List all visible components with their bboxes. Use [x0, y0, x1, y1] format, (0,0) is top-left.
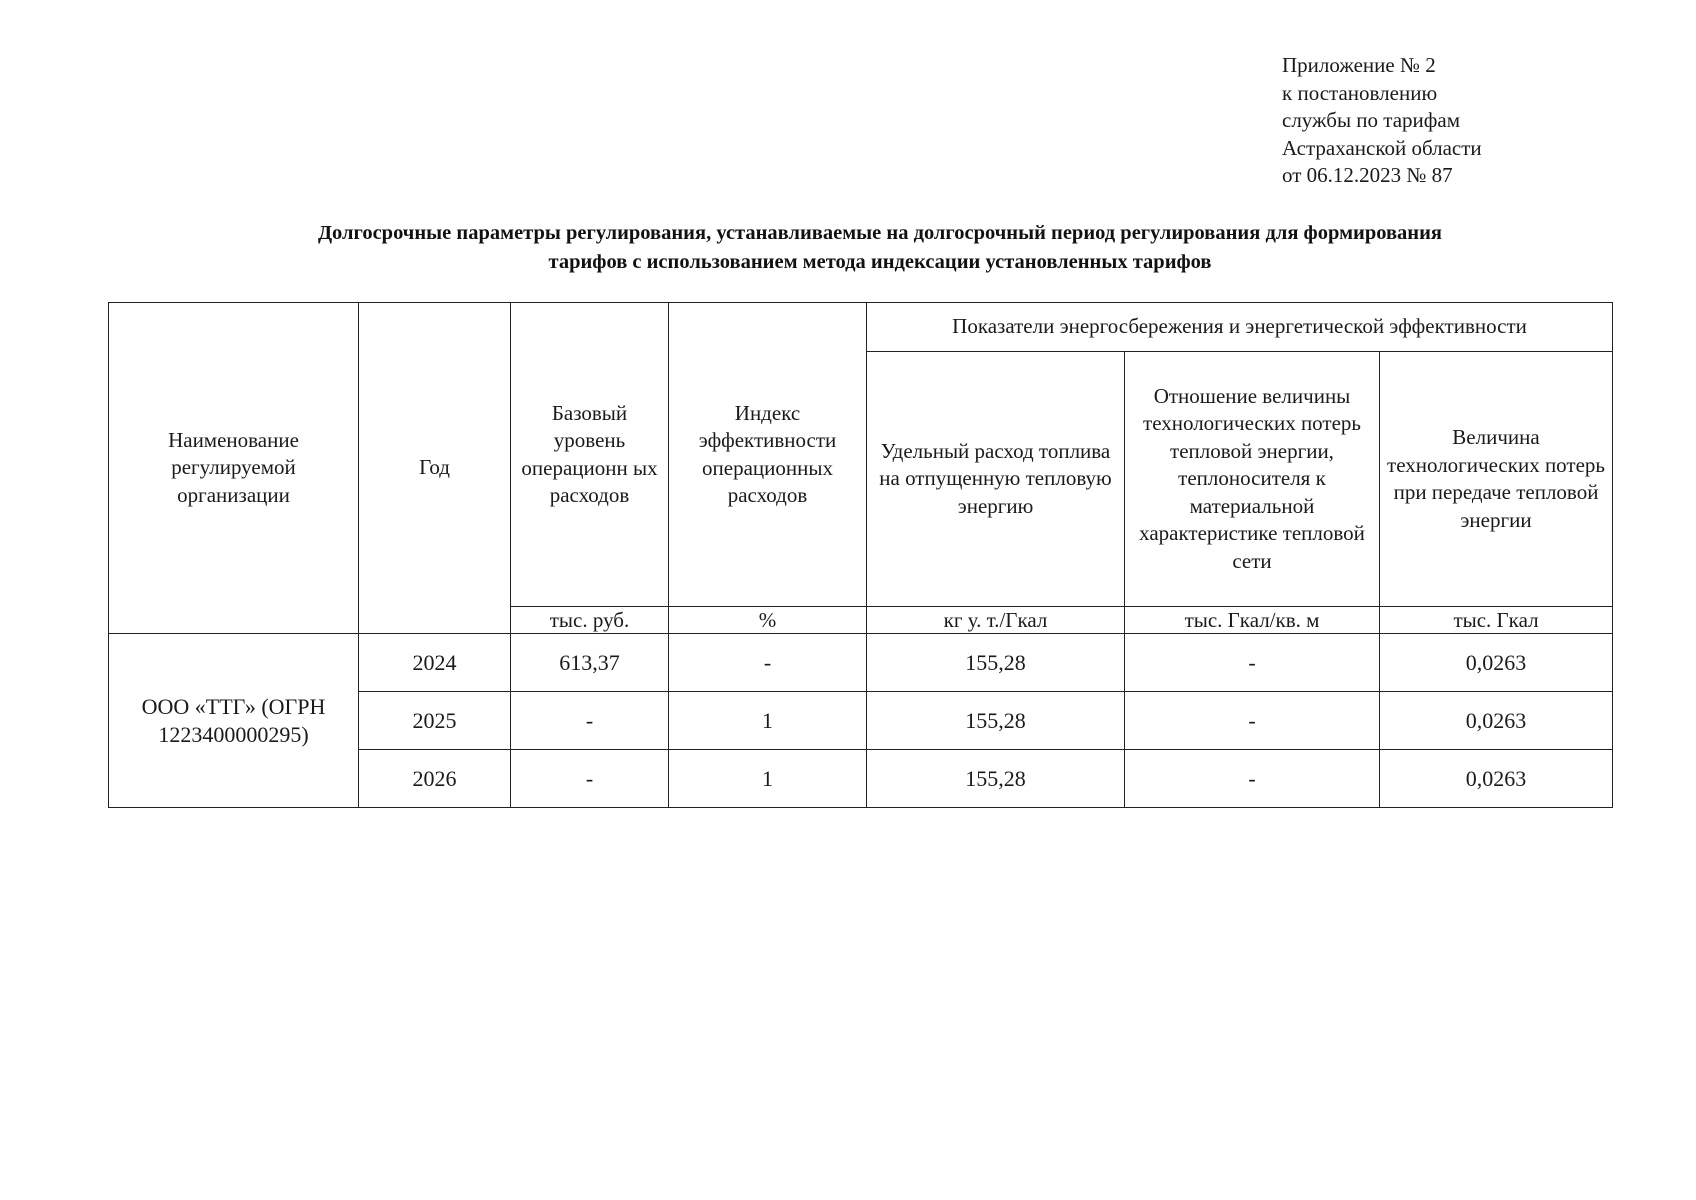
- header-row-group: [109, 303, 1613, 352]
- cell-fuel-rate: 155,28: [867, 634, 1125, 692]
- cell-year: 2026: [359, 750, 511, 808]
- cell-loss-ratio: -: [1125, 750, 1380, 808]
- unit-base-level: тыс. руб.: [511, 607, 669, 634]
- parameters-table: [108, 302, 1613, 808]
- unit-fuel-rate: кг у. т./Гкал: [867, 607, 1125, 634]
- cell-loss-value: 0,0263: [1380, 634, 1613, 692]
- header-org: Наименование регулируемой организации: [109, 303, 359, 634]
- header-efficiency-index: Индекс эффективности операционных расходов: [669, 303, 867, 607]
- appendix-line: к постановлению: [1282, 80, 1438, 105]
- unit-loss-ratio: тыс. Гкал/кв. м: [1125, 607, 1380, 634]
- header-base-level: Базовый уровень операционн ых расходов: [511, 303, 669, 607]
- document-title: [170, 219, 1590, 277]
- appendix-line: от 06.12.2023 № 87: [1282, 163, 1453, 187]
- cell-fuel-rate: 155,28: [867, 750, 1125, 808]
- unit-efficiency-index: %: [669, 607, 867, 634]
- cell-base-level: -: [511, 692, 669, 750]
- cell-loss-value: 0,0263: [1380, 692, 1613, 750]
- appendix-line: Приложение № 2: [1282, 53, 1436, 77]
- cell-loss-ratio: -: [1125, 634, 1380, 692]
- unit-loss-value: тыс. Гкал: [1380, 607, 1613, 634]
- document-title-line: Долгосрочные параметры регулирования, устанавливаемые на долгосрочный период регулирования для формирования: [317, 222, 1443, 244]
- cell-fuel-rate: 155,28: [867, 692, 1125, 750]
- appendix-line: службы по тарифам: [1282, 108, 1460, 132]
- header-fuel-rate: Удельный расход топлива на отпущенную тепловую энергию: [867, 352, 1125, 607]
- document-title-line: тарифов с использованием метода индексации установленных тарифов: [548, 251, 1212, 273]
- header-loss-value: Величина технологических потерь при передаче тепловой энергии: [1380, 352, 1613, 607]
- cell-loss-value: 0,0263: [1380, 750, 1613, 808]
- header-year: Год: [359, 303, 511, 634]
- table-row: [109, 634, 1613, 692]
- cell-base-level: -: [511, 750, 669, 808]
- header-energy-group: Показатели энергосбережения и энергетической эффективности: [867, 303, 1613, 352]
- organization-name: ООО «ТТГ» (ОГРН 1223400000295): [109, 634, 359, 808]
- cell-efficiency-index: 1: [669, 750, 867, 808]
- cell-year: 2025: [359, 692, 511, 750]
- cell-efficiency-index: 1: [669, 692, 867, 750]
- cell-base-level: 613,37: [511, 634, 669, 692]
- cell-loss-ratio: -: [1125, 692, 1380, 750]
- appendix-line: Астраханской области: [1282, 135, 1482, 160]
- header-loss-ratio: Отношение величины технологических потерь тепловой энергии, теплоносителя к материальной характеристике тепловой сети: [1125, 352, 1380, 607]
- cell-year: 2024: [359, 634, 511, 692]
- cell-efficiency-index: -: [669, 634, 867, 692]
- appendix-block: [1282, 52, 1482, 190]
